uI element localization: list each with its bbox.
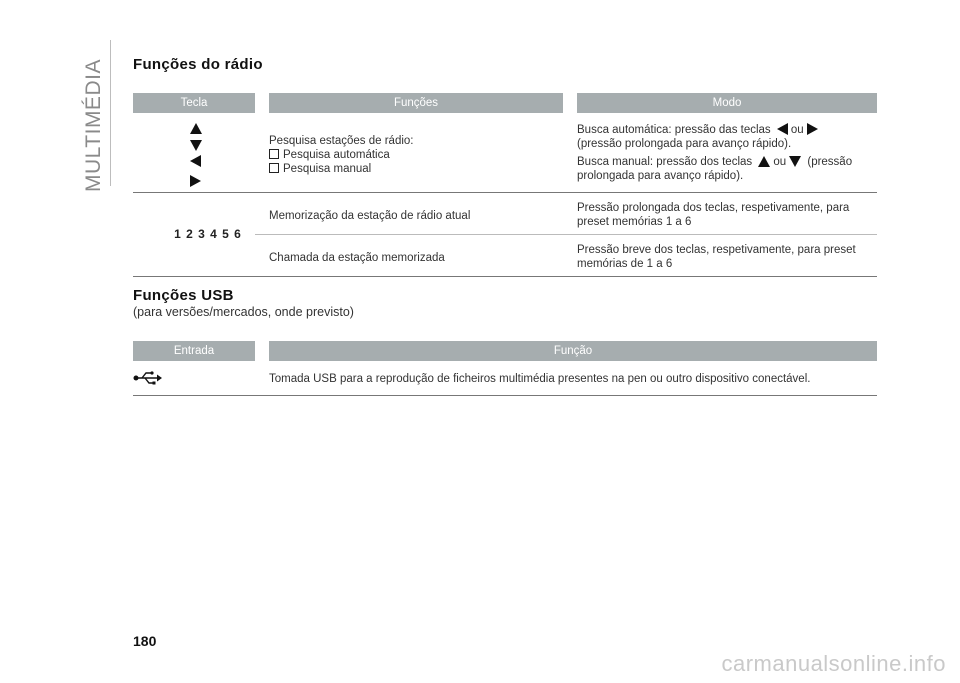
checkbox-icon bbox=[269, 149, 279, 159]
header-entrada: Entrada bbox=[133, 341, 255, 361]
usb-functions-table bbox=[133, 341, 877, 396]
or-text: ou bbox=[773, 156, 787, 168]
radio-functions-table bbox=[133, 93, 877, 277]
or-text: ou bbox=[790, 124, 804, 136]
search-keys-cell bbox=[133, 113, 255, 193]
arrow-right-icon bbox=[807, 123, 818, 135]
arrow-left-icon bbox=[777, 123, 788, 135]
header-funcoes: Funções bbox=[269, 93, 563, 113]
auto-search-text: Busca automática: pressão das teclas bbox=[577, 124, 771, 136]
manual-search-suffix-b: prolongada para avanço rápido). bbox=[577, 170, 744, 182]
arrow-right-icon bbox=[190, 175, 201, 187]
arrow-down-icon bbox=[789, 156, 801, 167]
usb-input-cell bbox=[133, 361, 255, 396]
header-funcao: Função bbox=[269, 341, 877, 361]
header-tecla: Tecla bbox=[133, 93, 255, 113]
table-row-search bbox=[133, 113, 877, 193]
checkbox-icon bbox=[269, 163, 279, 173]
section-title-vertical: MULTIMÉDIA bbox=[82, 59, 105, 192]
store-mode-text: Pressão prolongada dos teclas, respetivamente, para preset memórias 1 a 6 bbox=[577, 202, 850, 228]
search-auto-label: Pesquisa automática bbox=[283, 149, 390, 161]
search-function-cell bbox=[269, 113, 563, 193]
manual-search-suffix-a: (pressão bbox=[807, 156, 853, 168]
arrow-left-icon bbox=[190, 155, 201, 167]
manual-search-text: Busca manual: pressão dos teclas bbox=[577, 156, 753, 168]
store-function-text: Memorização da estação de rádio atual bbox=[269, 210, 471, 222]
search-manual-label: Pesquisa manual bbox=[283, 163, 372, 175]
watermark: carmanualsonline.info bbox=[721, 651, 946, 676]
page-number: 180 bbox=[133, 633, 157, 649]
usb-function-text: Tomada USB para a reprodução de ficheiros multimédia presentes na pen ou outro dispositivo conectável. bbox=[269, 373, 811, 385]
recall-function-cell bbox=[269, 235, 563, 277]
usb-subtitle: (para versões/mercados, onde previsto) bbox=[133, 305, 354, 319]
recall-function-text: Chamada da estação memorizada bbox=[269, 252, 445, 264]
store-mode-cell bbox=[577, 193, 877, 235]
preset-keys: 1 2 3 4 5 6 bbox=[174, 227, 242, 241]
arrow-up-icon bbox=[758, 156, 770, 167]
usb-function-cell bbox=[269, 361, 877, 396]
auto-search-suffix: (pressão prolongada para avanço rápido). bbox=[577, 138, 792, 150]
search-mode-cell bbox=[577, 113, 877, 193]
usb-functions-heading: Funções USB bbox=[133, 287, 234, 304]
table-row-usb bbox=[133, 361, 877, 396]
recall-mode-cell bbox=[577, 235, 877, 277]
usb-icon bbox=[133, 370, 163, 386]
header-modo: Modo bbox=[577, 93, 877, 113]
side-divider bbox=[110, 40, 111, 186]
radio-functions-heading: Funções do rádio bbox=[133, 56, 263, 73]
store-function-cell bbox=[269, 193, 563, 235]
recall-mode-text: Pressão breve dos teclas, respetivamente, para preset memórias de 1 a 6 bbox=[577, 244, 856, 270]
table-row-store bbox=[133, 193, 877, 235]
arrow-down-icon bbox=[190, 140, 202, 151]
preset-keys-cell bbox=[133, 193, 255, 277]
search-intro: Pesquisa estações de rádio: bbox=[269, 135, 414, 147]
arrow-up-icon bbox=[190, 123, 202, 134]
